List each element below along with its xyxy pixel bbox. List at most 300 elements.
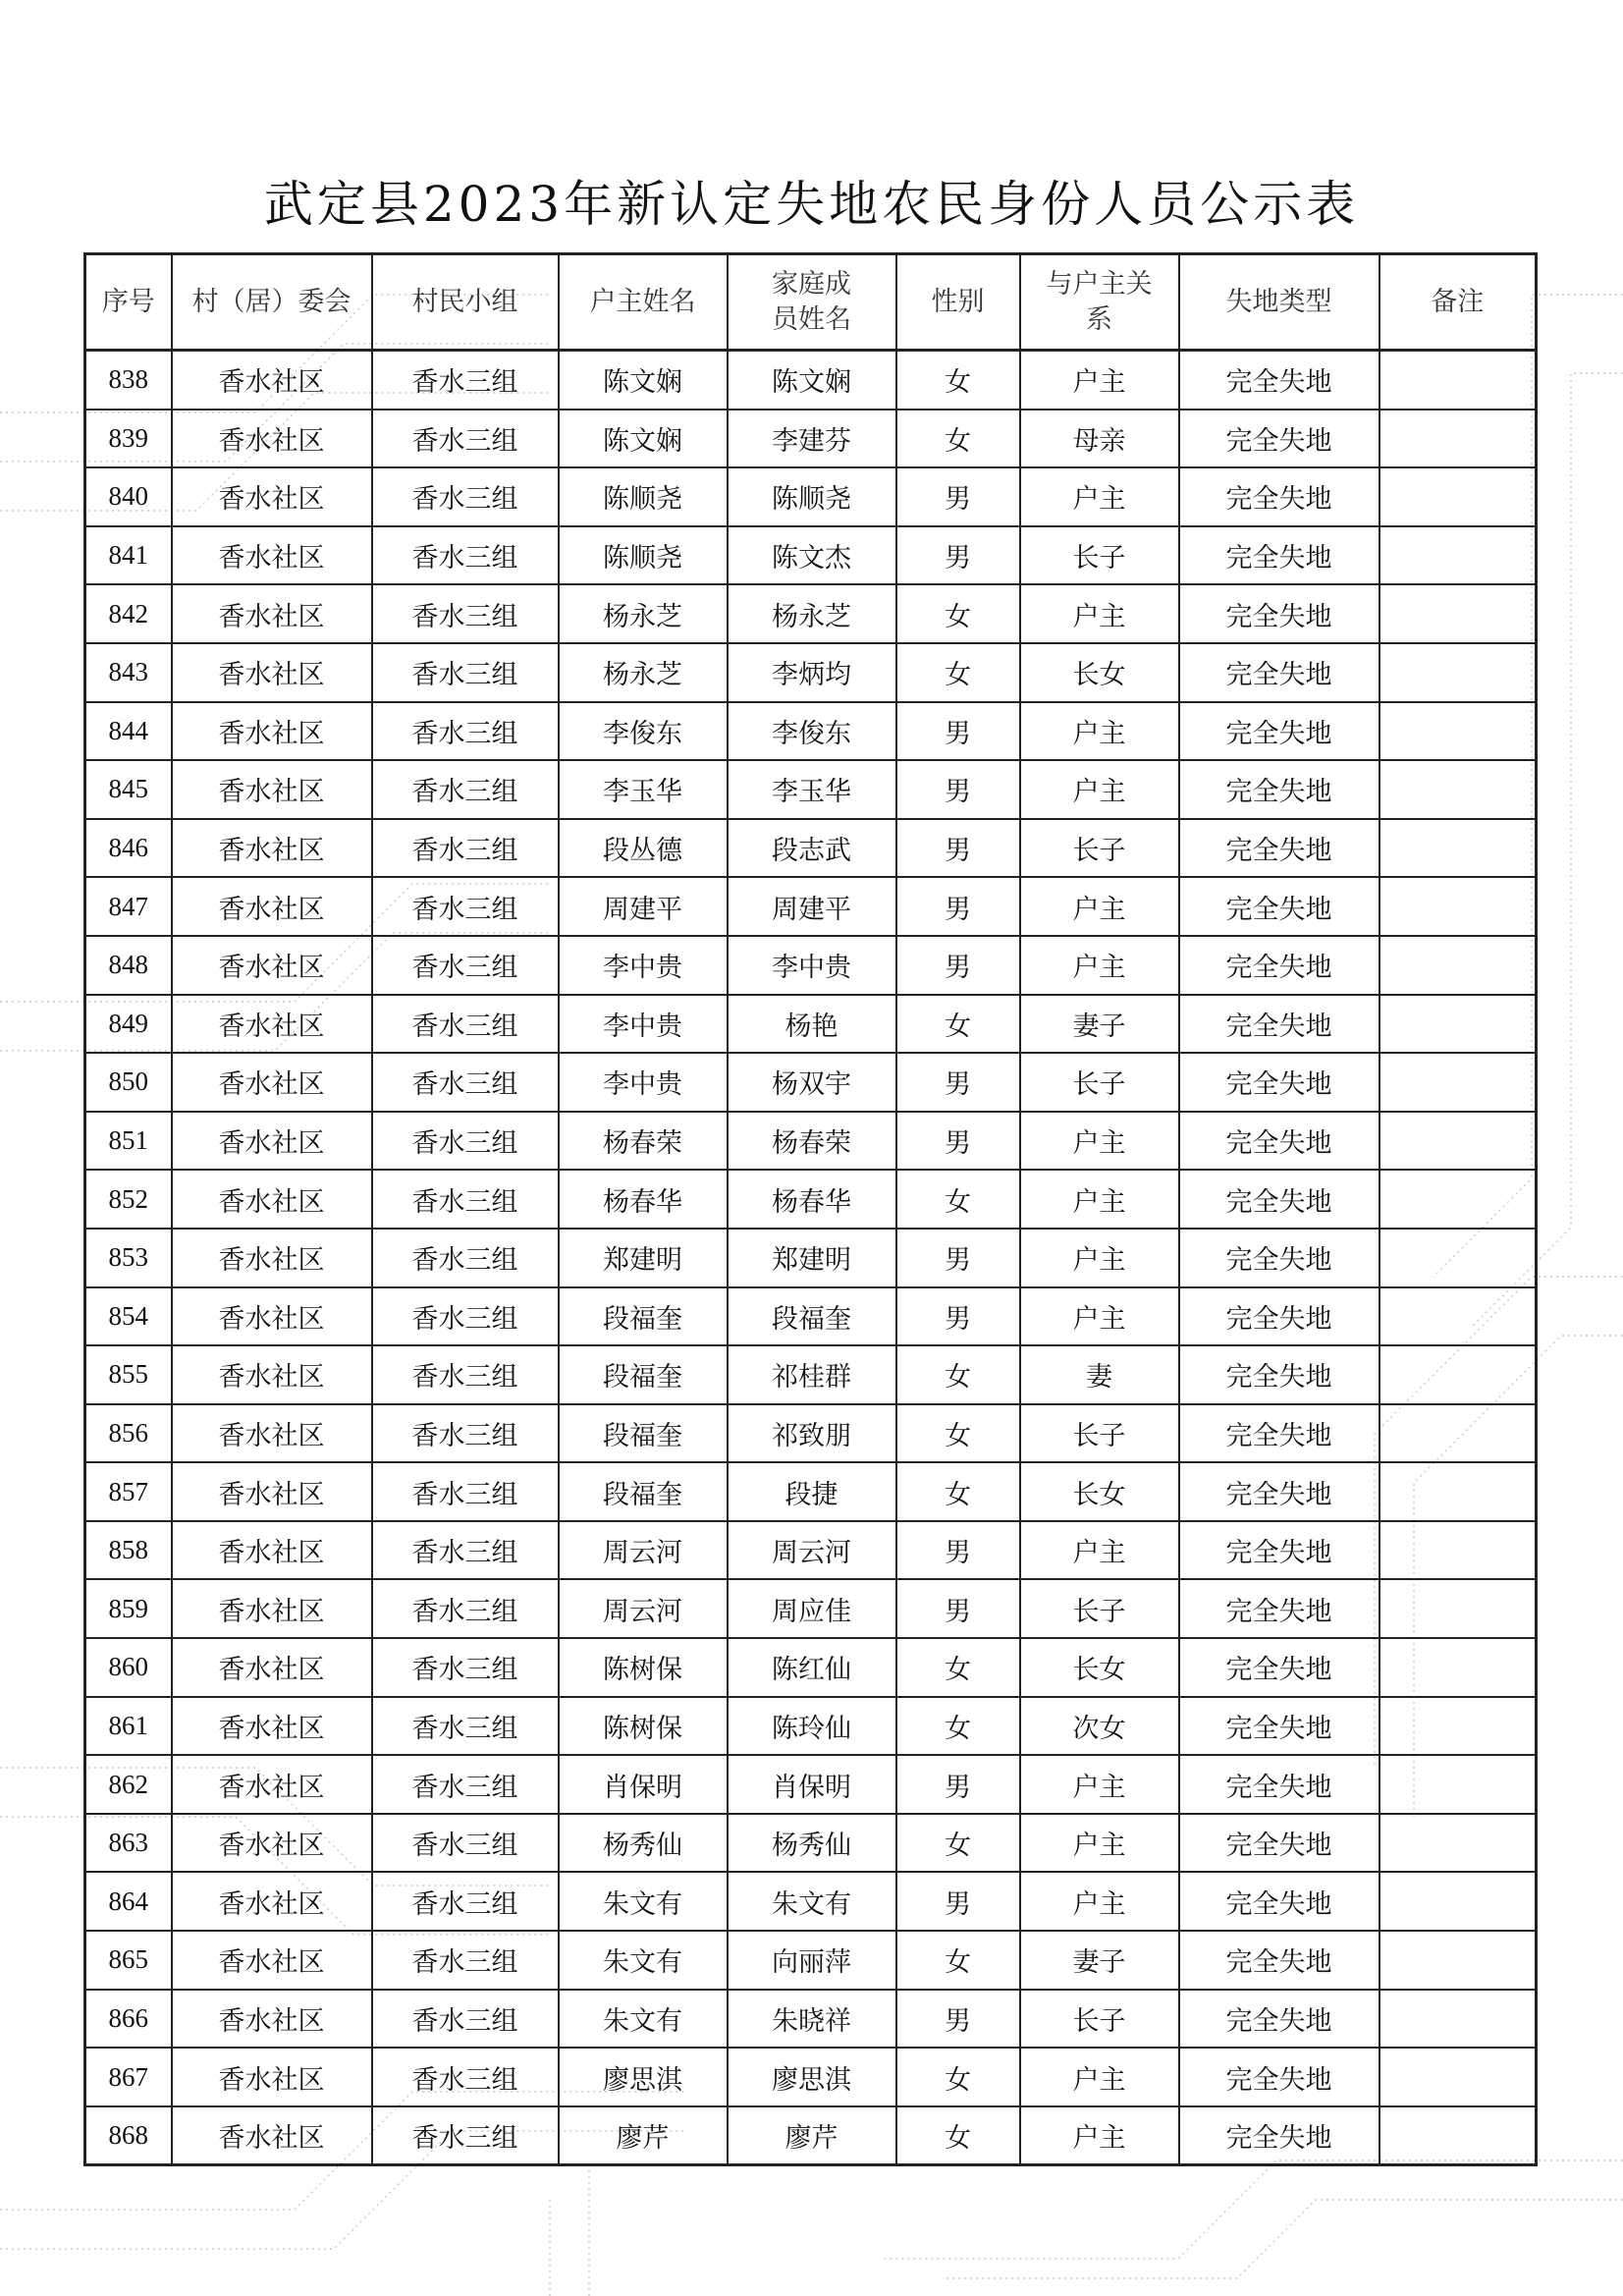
cell-villager-group: 香水三组: [372, 467, 559, 526]
cell-village-committee: 香水社区: [172, 1931, 372, 1990]
cell-family-member: 李中贵: [728, 936, 896, 995]
cell-village-committee: 香水社区: [172, 1462, 372, 1521]
cell-villager-group: 香水三组: [372, 1287, 559, 1346]
cell-village-committee: 香水社区: [172, 1112, 372, 1171]
cell-villager-group: 香水三组: [372, 1170, 559, 1229]
cell-remarks: [1380, 1697, 1537, 1756]
table-row: [85, 1814, 1537, 1873]
cell-index: 853: [85, 1229, 172, 1287]
cell-gender: 女: [896, 1931, 1020, 1990]
cell-index: 863: [85, 1814, 172, 1873]
cell-loss-type: 完全失地: [1179, 1462, 1380, 1521]
cell-relation: 户主: [1020, 1521, 1179, 1580]
cell-household-head: 郑建明: [559, 1229, 728, 1287]
cell-index: 849: [85, 995, 172, 1054]
cell-remarks: [1380, 2048, 1537, 2106]
cell-gender: 女: [896, 1697, 1020, 1756]
cell-family-member: 朱文有: [728, 1872, 896, 1931]
cell-gender: 女: [896, 1814, 1020, 1873]
cell-relation: 妻子: [1020, 995, 1179, 1054]
cell-villager-group: 香水三组: [372, 2106, 559, 2165]
header-relation: 与户主关系: [1020, 254, 1179, 351]
cell-family-member: 段福奎: [728, 1287, 896, 1346]
cell-village-committee: 香水社区: [172, 1697, 372, 1756]
cell-remarks: [1380, 643, 1537, 702]
cell-villager-group: 香水三组: [372, 643, 559, 702]
cell-relation: 长女: [1020, 1462, 1179, 1521]
table-row: [85, 1112, 1537, 1171]
cell-loss-type: 完全失地: [1179, 2106, 1380, 2165]
cell-village-committee: 香水社区: [172, 1287, 372, 1346]
cell-relation: 户主: [1020, 702, 1179, 761]
cell-village-committee: 香水社区: [172, 1521, 372, 1580]
cell-relation: 户主: [1020, 584, 1179, 643]
cell-gender: 女: [896, 1170, 1020, 1229]
cell-family-member: 周应佳: [728, 1579, 896, 1638]
header-loss-type: 失地类型: [1179, 254, 1380, 351]
cell-relation: 长子: [1020, 1579, 1179, 1638]
cell-remarks: [1380, 760, 1537, 819]
cell-family-member: 周建平: [728, 877, 896, 936]
table-row: [85, 584, 1537, 643]
cell-family-member: 陈顺尧: [728, 467, 896, 526]
cell-loss-type: 完全失地: [1179, 936, 1380, 995]
cell-gender: 女: [896, 351, 1020, 410]
cell-relation: 次女: [1020, 1697, 1179, 1756]
table-row: [85, 351, 1537, 410]
cell-family-member: 祁桂群: [728, 1345, 896, 1404]
cell-household-head: 陈顺尧: [559, 467, 728, 526]
cell-village-committee: 香水社区: [172, 467, 372, 526]
table-row: [85, 410, 1537, 468]
cell-family-member: 杨春荣: [728, 1112, 896, 1171]
cell-family-member: 杨艳: [728, 995, 896, 1054]
cell-remarks: [1380, 995, 1537, 1054]
cell-gender: 男: [896, 1229, 1020, 1287]
cell-relation: 长女: [1020, 1638, 1179, 1697]
cell-family-member: 陈红仙: [728, 1638, 896, 1697]
cell-index: 842: [85, 584, 172, 643]
cell-loss-type: 完全失地: [1179, 1170, 1380, 1229]
cell-household-head: 杨春荣: [559, 1112, 728, 1171]
cell-gender: 男: [896, 1112, 1020, 1171]
header-index: 序号: [85, 254, 172, 351]
cell-gender: 男: [896, 760, 1020, 819]
cell-villager-group: 香水三组: [372, 1462, 559, 1521]
cell-gender: 男: [896, 936, 1020, 995]
cell-gender: 男: [896, 467, 1020, 526]
cell-villager-group: 香水三组: [372, 410, 559, 468]
cell-household-head: 段丛德: [559, 819, 728, 878]
cell-village-committee: 香水社区: [172, 1229, 372, 1287]
cell-gender: 男: [896, 1579, 1020, 1638]
cell-villager-group: 香水三组: [372, 1872, 559, 1931]
cell-gender: 女: [896, 1462, 1020, 1521]
cell-remarks: [1380, 1755, 1537, 1814]
cell-remarks: [1380, 1814, 1537, 1873]
cell-loss-type: 完全失地: [1179, 1229, 1380, 1287]
cell-loss-type: 完全失地: [1179, 1872, 1380, 1931]
cell-villager-group: 香水三组: [372, 1638, 559, 1697]
cell-gender: 女: [896, 1638, 1020, 1697]
cell-family-member: 陈玲仙: [728, 1697, 896, 1756]
cell-gender: 男: [896, 1872, 1020, 1931]
cell-loss-type: 完全失地: [1179, 1579, 1380, 1638]
table-row: [85, 1462, 1537, 1521]
table-row: [85, 643, 1537, 702]
cell-family-member: 廖思淇: [728, 2048, 896, 2106]
cell-index: 840: [85, 467, 172, 526]
cell-household-head: 陈文娴: [559, 351, 728, 410]
cell-relation: 户主: [1020, 1755, 1179, 1814]
cell-household-head: 李中贵: [559, 995, 728, 1054]
cell-index: 844: [85, 702, 172, 761]
cell-loss-type: 完全失地: [1179, 1755, 1380, 1814]
cell-villager-group: 香水三组: [372, 1404, 559, 1463]
cell-villager-group: 香水三组: [372, 819, 559, 878]
cell-loss-type: 完全失地: [1179, 526, 1380, 585]
cell-remarks: [1380, 1053, 1537, 1112]
cell-relation: 户主: [1020, 1287, 1179, 1346]
cell-household-head: 陈树保: [559, 1697, 728, 1756]
table-header: [85, 254, 1537, 351]
table-row: [85, 1053, 1537, 1112]
cell-loss-type: 完全失地: [1179, 995, 1380, 1054]
cell-relation: 长子: [1020, 1053, 1179, 1112]
cell-family-member: 段志武: [728, 819, 896, 878]
cell-family-member: 李俊东: [728, 702, 896, 761]
cell-household-head: 李俊东: [559, 702, 728, 761]
header-village-committee: 村（居）委会: [172, 254, 372, 351]
cell-gender: 女: [896, 410, 1020, 468]
cell-villager-group: 香水三组: [372, 1755, 559, 1814]
cell-villager-group: 香水三组: [372, 1521, 559, 1580]
table-row: [85, 2106, 1537, 2165]
cell-household-head: 段福奎: [559, 1287, 728, 1346]
table-row: [85, 1404, 1537, 1463]
cell-remarks: [1380, 1345, 1537, 1404]
cell-villager-group: 香水三组: [372, 877, 559, 936]
cell-gender: 女: [896, 1404, 1020, 1463]
cell-loss-type: 完全失地: [1179, 1814, 1380, 1873]
page-title: 武定县2023年新认定失地农民身份人员公示表: [263, 176, 1360, 233]
cell-remarks: [1380, 2106, 1537, 2165]
cell-villager-group: 香水三组: [372, 526, 559, 585]
cell-village-committee: 香水社区: [172, 760, 372, 819]
cell-index: 858: [85, 1521, 172, 1580]
cell-household-head: 段福奎: [559, 1462, 728, 1521]
cell-household-head: 陈树保: [559, 1638, 728, 1697]
cell-village-committee: 香水社区: [172, 1053, 372, 1112]
cell-relation: 长子: [1020, 819, 1179, 878]
table-row: [85, 1990, 1537, 2049]
cell-family-member: 祁致朋: [728, 1404, 896, 1463]
cell-family-member: 李建芬: [728, 410, 896, 468]
cell-family-member: 陈文娴: [728, 351, 896, 410]
cell-loss-type: 完全失地: [1179, 1990, 1380, 2049]
cell-relation: 户主: [1020, 1170, 1179, 1229]
table-row: [85, 936, 1537, 995]
cell-index: 847: [85, 877, 172, 936]
table-row: [85, 1755, 1537, 1814]
cell-relation: 户主: [1020, 1814, 1179, 1873]
cell-villager-group: 香水三组: [372, 1112, 559, 1171]
cell-relation: 户主: [1020, 1112, 1179, 1171]
cell-relation: 户主: [1020, 2048, 1179, 2106]
table-row: [85, 702, 1537, 761]
cell-villager-group: 香水三组: [372, 1990, 559, 2049]
cell-index: 838: [85, 351, 172, 410]
cell-village-committee: 香水社区: [172, 1990, 372, 2049]
cell-gender: 女: [896, 1345, 1020, 1404]
cell-village-committee: 香水社区: [172, 819, 372, 878]
cell-household-head: 周云河: [559, 1579, 728, 1638]
cell-family-member: 杨双宇: [728, 1053, 896, 1112]
cell-index: 868: [85, 2106, 172, 2165]
cell-loss-type: 完全失地: [1179, 760, 1380, 819]
cell-family-member: 周云河: [728, 1521, 896, 1580]
cell-family-member: 杨秀仙: [728, 1814, 896, 1873]
cell-village-committee: 香水社区: [172, 1345, 372, 1404]
cell-gender: 女: [896, 643, 1020, 702]
cell-remarks: [1380, 1404, 1537, 1463]
cell-remarks: [1380, 526, 1537, 585]
cell-gender: 男: [896, 702, 1020, 761]
cell-village-committee: 香水社区: [172, 1755, 372, 1814]
cell-household-head: 杨永芝: [559, 584, 728, 643]
header-gender: 性别: [896, 254, 1020, 351]
cell-gender: 男: [896, 1990, 1020, 2049]
cell-family-member: 向丽萍: [728, 1931, 896, 1990]
cell-remarks: [1380, 702, 1537, 761]
cell-village-committee: 香水社区: [172, 584, 372, 643]
cell-villager-group: 香水三组: [372, 1697, 559, 1756]
cell-index: 862: [85, 1755, 172, 1814]
cell-relation: 长子: [1020, 526, 1179, 585]
header-household-head: 户主姓名: [559, 254, 728, 351]
table-row: [85, 1287, 1537, 1346]
cell-family-member: 李炳均: [728, 643, 896, 702]
cell-remarks: [1380, 819, 1537, 878]
cell-household-head: 陈顺尧: [559, 526, 728, 585]
cell-remarks: [1380, 1638, 1537, 1697]
cell-index: 859: [85, 1579, 172, 1638]
cell-remarks: [1380, 584, 1537, 643]
cell-household-head: 段福奎: [559, 1404, 728, 1463]
cell-village-committee: 香水社区: [172, 351, 372, 410]
cell-villager-group: 香水三组: [372, 2048, 559, 2106]
cell-village-committee: 香水社区: [172, 643, 372, 702]
cell-remarks: [1380, 877, 1537, 936]
table-row: [85, 467, 1537, 526]
cell-village-committee: 香水社区: [172, 936, 372, 995]
cell-villager-group: 香水三组: [372, 1931, 559, 1990]
cell-remarks: [1380, 1931, 1537, 1990]
cell-loss-type: 完全失地: [1179, 584, 1380, 643]
cell-villager-group: 香水三组: [372, 760, 559, 819]
cell-village-committee: 香水社区: [172, 526, 372, 585]
cell-household-head: 李中贵: [559, 936, 728, 995]
cell-household-head: 陈文娴: [559, 410, 728, 468]
cell-remarks: [1380, 351, 1537, 410]
cell-relation: 户主: [1020, 1229, 1179, 1287]
cell-index: 860: [85, 1638, 172, 1697]
cell-index: 848: [85, 936, 172, 995]
cell-household-head: 李中贵: [559, 1053, 728, 1112]
cell-index: 864: [85, 1872, 172, 1931]
cell-family-member: 杨永芝: [728, 584, 896, 643]
cell-loss-type: 完全失地: [1179, 819, 1380, 878]
cell-household-head: 廖思淇: [559, 2048, 728, 2106]
cell-gender: 女: [896, 2106, 1020, 2165]
cell-gender: 男: [896, 526, 1020, 585]
cell-household-head: 周云河: [559, 1521, 728, 1580]
cell-relation: 长女: [1020, 643, 1179, 702]
cell-gender: 男: [896, 819, 1020, 878]
cell-gender: 男: [896, 1053, 1020, 1112]
cell-loss-type: 完全失地: [1179, 1697, 1380, 1756]
cell-village-committee: 香水社区: [172, 1638, 372, 1697]
cell-remarks: [1380, 1170, 1537, 1229]
cell-index: 855: [85, 1345, 172, 1404]
table-row: [85, 995, 1537, 1054]
roster-table: [83, 252, 1538, 2166]
cell-relation: 妻子: [1020, 1931, 1179, 1990]
cell-villager-group: 香水三组: [372, 351, 559, 410]
cell-remarks: [1380, 1872, 1537, 1931]
cell-loss-type: 完全失地: [1179, 1521, 1380, 1580]
cell-village-committee: 香水社区: [172, 1404, 372, 1463]
table-row: [85, 760, 1537, 819]
cell-loss-type: 完全失地: [1179, 702, 1380, 761]
cell-index: 846: [85, 819, 172, 878]
cell-village-committee: 香水社区: [172, 1170, 372, 1229]
cell-loss-type: 完全失地: [1179, 877, 1380, 936]
cell-index: 856: [85, 1404, 172, 1463]
cell-household-head: 杨春华: [559, 1170, 728, 1229]
cell-family-member: 廖芹: [728, 2106, 896, 2165]
cell-villager-group: 香水三组: [372, 1579, 559, 1638]
cell-household-head: 朱文有: [559, 1872, 728, 1931]
cell-household-head: 肖保明: [559, 1755, 728, 1814]
header-family-member: 家庭成员姓名: [728, 254, 896, 351]
cell-remarks: [1380, 1112, 1537, 1171]
cell-household-head: 周建平: [559, 877, 728, 936]
table-body: [85, 351, 1537, 2165]
cell-index: 850: [85, 1053, 172, 1112]
cell-household-head: 杨永芝: [559, 643, 728, 702]
cell-index: 865: [85, 1931, 172, 1990]
table-row: [85, 1229, 1537, 1287]
cell-villager-group: 香水三组: [372, 1053, 559, 1112]
cell-family-member: 陈文杰: [728, 526, 896, 585]
table-row: [85, 877, 1537, 936]
cell-index: 843: [85, 643, 172, 702]
cell-village-committee: 香水社区: [172, 877, 372, 936]
cell-index: 861: [85, 1697, 172, 1756]
cell-index: 866: [85, 1990, 172, 2049]
table-row: [85, 1521, 1537, 1580]
header-villager-group: 村民小组: [372, 254, 559, 351]
cell-index: 857: [85, 1462, 172, 1521]
cell-index: 845: [85, 760, 172, 819]
cell-household-head: 李玉华: [559, 760, 728, 819]
cell-remarks: [1380, 1990, 1537, 2049]
cell-village-committee: 香水社区: [172, 2048, 372, 2106]
cell-family-member: 郑建明: [728, 1229, 896, 1287]
cell-loss-type: 完全失地: [1179, 410, 1380, 468]
cell-loss-type: 完全失地: [1179, 1404, 1380, 1463]
cell-remarks: [1380, 410, 1537, 468]
cell-villager-group: 香水三组: [372, 936, 559, 995]
cell-gender: 女: [896, 2048, 1020, 2106]
table-row: [85, 1170, 1537, 1229]
cell-villager-group: 香水三组: [372, 1345, 559, 1404]
cell-index: 851: [85, 1112, 172, 1171]
cell-relation: 户主: [1020, 2106, 1179, 2165]
cell-village-committee: 香水社区: [172, 1872, 372, 1931]
cell-gender: 男: [896, 1521, 1020, 1580]
cell-household-head: 朱文有: [559, 1990, 728, 2049]
cell-index: 854: [85, 1287, 172, 1346]
cell-index: 841: [85, 526, 172, 585]
table-row: [85, 1638, 1537, 1697]
cell-index: 867: [85, 2048, 172, 2106]
header-remarks: 备注: [1380, 254, 1537, 351]
table-row: [85, 526, 1537, 585]
cell-relation: 长子: [1020, 1404, 1179, 1463]
table-row: [85, 2048, 1537, 2106]
cell-loss-type: 完全失地: [1179, 643, 1380, 702]
cell-gender: 男: [896, 1287, 1020, 1346]
cell-household-head: 朱文有: [559, 1931, 728, 1990]
cell-villager-group: 香水三组: [372, 702, 559, 761]
cell-loss-type: 完全失地: [1179, 1112, 1380, 1171]
cell-remarks: [1380, 936, 1537, 995]
cell-remarks: [1380, 1287, 1537, 1346]
table-row: [85, 1931, 1537, 1990]
cell-family-member: 杨春华: [728, 1170, 896, 1229]
cell-loss-type: 完全失地: [1179, 351, 1380, 410]
cell-relation: 户主: [1020, 936, 1179, 995]
cell-villager-group: 香水三组: [372, 995, 559, 1054]
cell-loss-type: 完全失地: [1179, 1638, 1380, 1697]
cell-household-head: 段福奎: [559, 1345, 728, 1404]
cell-relation: 户主: [1020, 877, 1179, 936]
cell-village-committee: 香水社区: [172, 410, 372, 468]
cell-remarks: [1380, 1462, 1537, 1521]
cell-relation: 母亲: [1020, 410, 1179, 468]
cell-village-committee: 香水社区: [172, 995, 372, 1054]
cell-household-head: 廖芹: [559, 2106, 728, 2165]
cell-relation: 长子: [1020, 1990, 1179, 2049]
cell-villager-group: 香水三组: [372, 1229, 559, 1287]
cell-household-head: 杨秀仙: [559, 1814, 728, 1873]
cell-villager-group: 香水三组: [372, 1814, 559, 1873]
cell-relation: 户主: [1020, 1872, 1179, 1931]
cell-remarks: [1380, 467, 1537, 526]
cell-loss-type: 完全失地: [1179, 467, 1380, 526]
table-row: [85, 1697, 1537, 1756]
cell-loss-type: 完全失地: [1179, 2048, 1380, 2106]
table-row: [85, 1872, 1537, 1931]
cell-gender: 女: [896, 584, 1020, 643]
cell-relation: 妻: [1020, 1345, 1179, 1404]
cell-remarks: [1380, 1579, 1537, 1638]
cell-gender: 男: [896, 1755, 1020, 1814]
cell-relation: 户主: [1020, 760, 1179, 819]
cell-remarks: [1380, 1521, 1537, 1580]
